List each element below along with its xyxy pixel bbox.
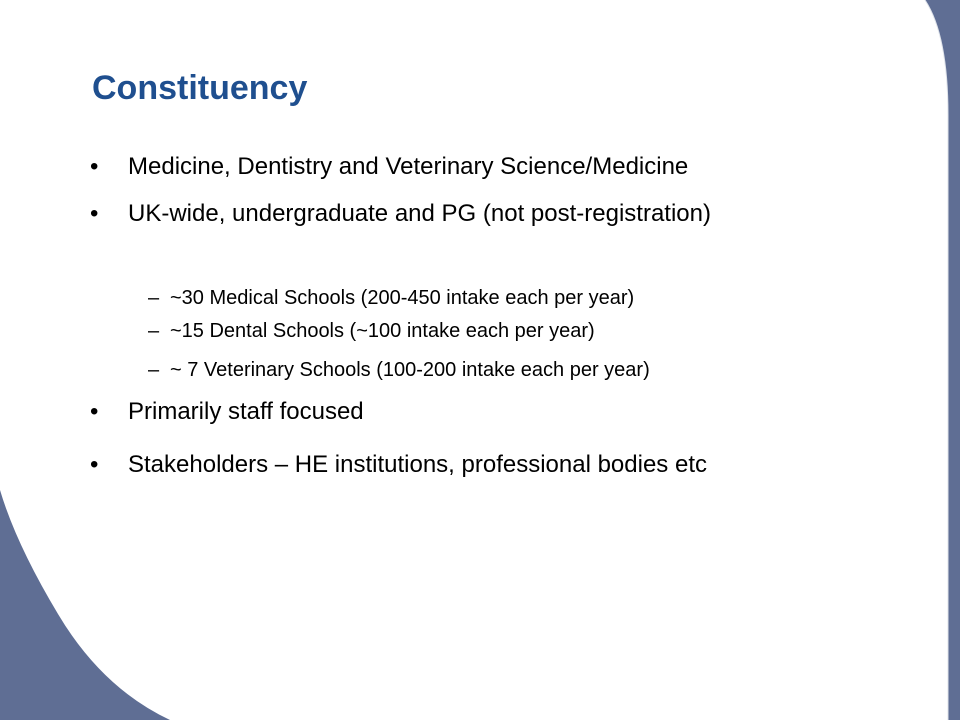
bullet-item (90, 196, 870, 232)
slide-title: Constituency (92, 69, 308, 107)
sub-bullet-item (90, 318, 870, 344)
bullet-text: UK-wide, undergraduate and PG (not post-registration) (128, 200, 711, 227)
bullet-item (90, 394, 870, 430)
sub-bullet-marker: – (148, 320, 160, 342)
bullet-text: Primarily staff focused (128, 398, 364, 425)
bullet-marker: • (90, 153, 99, 180)
bullet-text: Medicine, Dentistry and Veterinary Science/Medicine (128, 153, 689, 180)
sub-bullet-marker: – (148, 359, 160, 381)
bullet-marker: • (90, 451, 99, 478)
bullet-marker: • (90, 398, 99, 425)
bullet-text: Stakeholders – HE institutions, professional bodies etc (128, 451, 707, 478)
sub-bullet-text: ~15 Dental Schools (~100 intake each per year) (170, 320, 595, 342)
bullet-marker: • (90, 200, 99, 227)
bullet-item (90, 447, 870, 483)
sub-bullet-item (90, 357, 870, 383)
sub-bullet-text: ~30 Medical Schools (200-450 intake each per year) (170, 287, 635, 309)
sub-bullet-item (90, 285, 870, 311)
sub-bullet-marker: – (148, 287, 160, 309)
sub-bullet-text: ~ 7 Veterinary Schools (100-200 intake each per year) (170, 359, 650, 381)
bullet-item (90, 149, 870, 185)
